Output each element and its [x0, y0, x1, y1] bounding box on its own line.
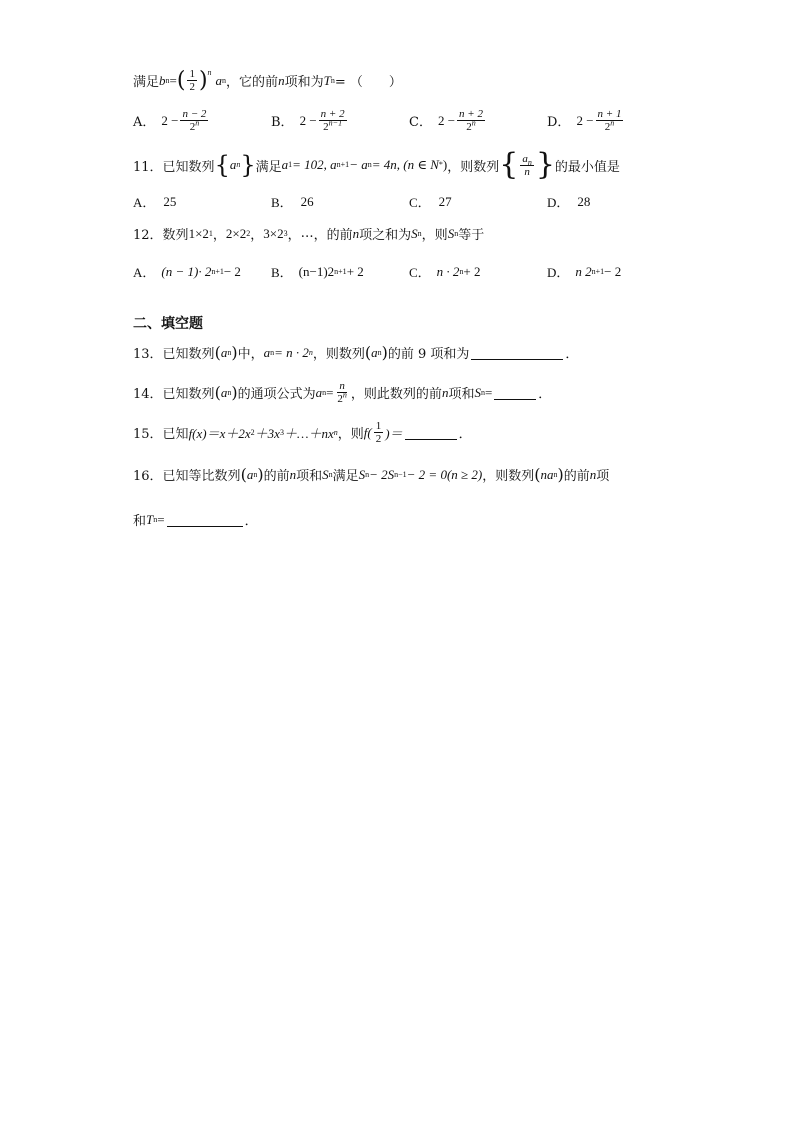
q11-option-a[interactable] [133, 192, 176, 211]
q16-lparen2: ( [534, 464, 541, 484]
q14-n: n [441, 384, 449, 400]
q10-option-b-den-sup: n−1 [328, 118, 343, 128]
q11-seq: a [229, 157, 237, 172]
q16-stem: 16． 已知等比数列 ( a n ) 的前 n 项和 S n 满足 S n − 2S n−1 − 2 = 0(n ≥ 2) ，则数列 ( na n ) 的前 n 项 [133, 464, 610, 484]
q14-lparen: ( [214, 382, 221, 402]
q14-t2: 的通项公式为 [237, 387, 316, 402]
q10-lparen: ( [176, 67, 186, 93]
q10-option-d-den [603, 118, 617, 133]
q14-frac-num: n [339, 380, 345, 392]
q16-stem-line2: 和 T n = ． [133, 511, 258, 529]
q16-end: ． [244, 514, 258, 529]
q10-mid: ，它的前 [226, 75, 279, 90]
q11-t3: ，则数列 [447, 159, 500, 175]
q11-number: 11． [133, 159, 163, 175]
q11-option-b-label: B． [271, 195, 293, 210]
q14-frac-den [335, 390, 349, 405]
q12-stem: 12． 数列 1×2 1 ， 2×2 2 ， 3×2 3 ， … ，的前 n 项之和为 S n ，则 S n 等于 [133, 225, 485, 243]
q10-stem: 满足 b n = ( $\frac{1}{2}$ ) $^n$ a n ，它的前 n 项和为 T n = （ ） [133, 67, 402, 93]
q11-rbrace1: } [240, 151, 256, 179]
q10-option-c-frac [457, 108, 485, 133]
q11-frac-den: n [524, 165, 530, 178]
q11-t2: 满足 [255, 159, 282, 175]
q10-option-d-num: n + 1 [597, 108, 622, 120]
q10-option-c-den [464, 118, 478, 133]
q10-option-a-den [188, 118, 202, 133]
q11-frac [520, 153, 534, 178]
q12-option-a-text: (n − 1)· 2 [161, 263, 212, 279]
q10-option-d-den-base: 2 [604, 121, 611, 133]
section-heading-fill-blank: 二、填空题 [133, 316, 203, 332]
q10-option-d-den-sup: n [610, 118, 615, 128]
q10-option-d-label: D． [547, 115, 571, 130]
q12-option-d[interactable]: D． n 2 n+1 − 2 [547, 263, 622, 280]
q16-eq1: S [358, 466, 366, 482]
q11-option-a-label: A． [133, 195, 156, 210]
q10-rparen: ) [198, 67, 208, 93]
q10-b: b [159, 72, 166, 88]
q12-sep3: ， [287, 228, 301, 243]
q11-cond-close: ) [442, 157, 448, 172]
q12-s2: 2×2 [225, 225, 247, 241]
q12-option-b-label: B． [271, 265, 293, 280]
q16-rparen1: ) [257, 464, 264, 484]
q10-n: n [278, 72, 285, 88]
q14-frac-den-sup: n [342, 390, 347, 400]
q10-option-c-den-base: 2 [466, 121, 472, 133]
q15-stem: 15． 已知 f(x)＝x＋2x 2 ＋3x 3 ＋…＋nx n ，则 f( $\frac{1}{2}$ )＝ ． [133, 420, 472, 445]
q10-T: T [323, 72, 331, 88]
q16-lparen1: ( [240, 464, 247, 484]
q10-option-c-lead: 2 − [437, 112, 456, 128]
q10-option-d-lead: 2 − [576, 112, 594, 128]
q11-lbrace1: { [214, 151, 230, 179]
q16-eq3: − 2 = 0(n ≥ 2) [406, 466, 483, 482]
q13-t4: 的前 9 项和为 [387, 347, 470, 362]
q16-n2: n [589, 466, 597, 482]
q13-lparen1: ( [214, 342, 221, 362]
q12-S2: S [447, 225, 455, 241]
q12-option-b-tail: + 2 [346, 263, 364, 279]
q14-a: a [220, 384, 228, 400]
q11-stem: 11． 已知数列 { a n } 满足 a 1 = 102, a n+1 − a n = 4n, (n ∈ N * ) ，则数列 { $\frac{a_n}{n}$ } 的最小值是 [133, 147, 620, 182]
q10-option-a-label: A． [133, 115, 156, 130]
q10-option-d-frac [596, 108, 624, 133]
q14-stem: 14． 已知数列 ( a n ) 的通项公式为 a n = $\frac{n}{2^n}$ ，则此数列的前 n 项和 S n = ． [133, 380, 552, 405]
q12-t1: 数列 [162, 228, 189, 243]
q15-frac [374, 420, 384, 445]
q10-option-c[interactable] [409, 108, 487, 133]
q16-number: 16． [133, 469, 163, 484]
q11-cond: a [281, 157, 289, 172]
q12-option-d-tail: − 2 [604, 263, 622, 279]
q16-t1: 已知等比数列 [162, 469, 241, 484]
q12-t4: ，则 [421, 228, 448, 243]
q14-a2: a [315, 384, 323, 400]
q11-option-a-text: 25 [163, 193, 177, 209]
q11-cond-mid: = 102, a [292, 157, 337, 172]
q14-frac-den-base: 2 [337, 393, 343, 405]
q10-eq: = [169, 72, 177, 88]
q15-answer-blank[interactable] [405, 425, 457, 440]
q11-cond-mid2: − a [349, 157, 368, 172]
q11-option-d-text: 28 [577, 193, 591, 209]
q10-option-a-den-base: 2 [189, 121, 196, 133]
q14-number: 14． [133, 387, 163, 402]
q14-t5: = [484, 384, 493, 400]
q16-eq2: − 2S [369, 466, 395, 482]
q14-t1: 已知数列 [162, 387, 215, 402]
q12-option-b[interactable]: B． (n−1)2 n+1 + 2 [271, 263, 364, 280]
q15-t1: 已知 [162, 427, 189, 442]
q10-option-a-frac [180, 108, 208, 133]
q13-number: 13． [133, 347, 163, 362]
q12-t5: 等于 [458, 228, 485, 243]
q15-frac-num: 1 [375, 420, 382, 432]
q10-option-b-num: n + 2 [320, 108, 345, 120]
q12-S: S [411, 225, 418, 241]
q10-option-d[interactable] [547, 108, 625, 133]
q12-s1: 1×2 [188, 225, 209, 241]
q16-t4: 满足 [332, 469, 359, 484]
q16-t3: 项和 [296, 469, 323, 484]
q16-t7: 项 [596, 469, 610, 484]
q13-lparen2: ( [364, 342, 372, 362]
q15-end: ． [458, 427, 472, 442]
q16-a: a [246, 466, 254, 482]
q14-t4: 项和 [448, 387, 475, 402]
q12-dots: … [300, 226, 314, 241]
q10-option-a-num: n − 2 [182, 108, 207, 120]
q13-answer-blank[interactable] [471, 345, 563, 360]
q10-half-den: 2 [189, 81, 195, 93]
q12-option-c-label: C． [409, 265, 431, 280]
q14-S: S [474, 384, 481, 400]
q11-option-c[interactable] [409, 192, 452, 211]
q15-f-close: )＝ [385, 426, 403, 441]
q12-option-a[interactable]: A． (n − 1)· 2 n+1 − 2 [133, 263, 241, 280]
q11-frac-num-base: a [522, 152, 528, 165]
q16-t6: 的前 [563, 469, 590, 484]
q10-half [187, 68, 197, 93]
q12-option-d-text: n 2 [575, 263, 592, 279]
q11-rbrace2: } [535, 147, 555, 182]
q10-option-b-den [321, 118, 344, 133]
q12-option-c-text: n · 2 [436, 263, 460, 279]
q12-t2: ，的前 [313, 228, 353, 243]
q12-option-d-label: D． [547, 265, 570, 280]
q16-T: T [146, 511, 154, 527]
q13-t2: 中， [237, 347, 264, 362]
q12-option-b-text: (n−1)2 [298, 263, 335, 279]
q13-stem: 13． 已知数列 ( a n ) 中， a n = n · 2 n ，则数列 ( a n ) 的前 9 项和为 ． [133, 342, 579, 362]
q10-option-a-lead: 2 − [161, 112, 179, 128]
q12-option-a-tail: − 2 [223, 263, 241, 279]
q16-line2-a: 和 [133, 514, 147, 529]
q11-option-b-text: 26 [300, 193, 314, 209]
q16-t5: ，则数列 [482, 469, 535, 484]
q16-t2: 的前 [263, 469, 290, 484]
q10-half-num: 1 [189, 68, 195, 80]
q14-frac [335, 380, 349, 405]
q12-n: n [352, 225, 360, 241]
q10-option-c-label: C． [409, 115, 432, 130]
q11-frac-num-sub: n [527, 157, 532, 167]
q13-a3: a [371, 344, 378, 360]
q13-t1: 已知数列 [162, 347, 215, 362]
q12-option-c[interactable]: C． n · 2 n + 2 [409, 263, 481, 280]
q10-option-b[interactable] [271, 108, 349, 133]
q11-option-b[interactable] [271, 192, 314, 211]
q14-end: ． [538, 387, 552, 402]
q10-option-a-den-sup: n [195, 118, 200, 128]
q15-number: 15． [133, 427, 163, 442]
q16-n: n [289, 466, 297, 482]
q11-option-d[interactable] [547, 192, 590, 211]
q10-option-b-den-base: 2 [323, 121, 329, 133]
q10-option-b-lead: 2 − [299, 112, 317, 128]
q10-option-b-frac [319, 108, 347, 133]
q15-frac-den: 2 [375, 433, 382, 445]
q16-S: S [322, 466, 329, 482]
q10-tail: = （ ） [334, 75, 402, 90]
q14-answer-blank[interactable] [494, 385, 536, 400]
q13-eq: = n · 2 [274, 344, 309, 360]
q11-lbrace2: { [499, 147, 519, 182]
q11-option-c-text: 27 [438, 193, 452, 209]
q15-f3: ＋…＋nx [283, 426, 334, 441]
q11-frac-num [520, 153, 534, 166]
q15-f: f(x)＝x＋2x [188, 426, 251, 441]
q10-prefix: 满足 [133, 75, 160, 90]
q14-rparen: ) [231, 382, 238, 402]
q12-option-a-label: A． [133, 265, 156, 280]
q10-option-b-label: B． [271, 115, 294, 130]
q13-rparen2: ) [381, 342, 388, 362]
q12-sep2: ， [250, 228, 264, 243]
q16-rparen2: ) [557, 464, 564, 484]
q13-rparen1: ) [231, 342, 238, 362]
q15-t2: ，则 [337, 427, 364, 442]
q15-f2: ＋3x [254, 426, 280, 441]
q15-f-at: f( [363, 424, 372, 440]
q11-cond-tail: = 4n, (n ∈ N [371, 157, 439, 172]
q16-line2-eq: = [157, 511, 165, 527]
q10-a: a [215, 72, 223, 88]
q13-end: ． [565, 347, 579, 362]
q14-t3: ，则此数列的前 [350, 387, 442, 402]
q12-t3: 项之和为 [359, 228, 412, 243]
q11-t1: 已知数列 [162, 159, 215, 175]
q12-sep1: ， [212, 228, 226, 243]
q16-answer-blank[interactable] [167, 512, 243, 527]
q16-na: na [540, 466, 554, 482]
q10-option-c-num: n + 2 [459, 108, 483, 120]
q10-option-c-den-sup: n [471, 118, 476, 128]
q12-s3: 3×2 [263, 225, 284, 241]
q13-a: a [220, 344, 228, 360]
q13-t3: ，则数列 [312, 347, 365, 362]
q10-mid2: 项和为 [284, 75, 324, 90]
q11-option-d-label: D． [547, 195, 570, 210]
q12-option-c-tail: + 2 [463, 263, 481, 279]
q11-option-c-label: C． [409, 195, 431, 210]
q13-a2: a [263, 344, 271, 360]
q11-t4: 的最小值是 [554, 159, 620, 175]
q12-number: 12． [133, 228, 163, 243]
q10-option-a[interactable] [133, 108, 210, 133]
q14-eq: = [326, 384, 334, 400]
